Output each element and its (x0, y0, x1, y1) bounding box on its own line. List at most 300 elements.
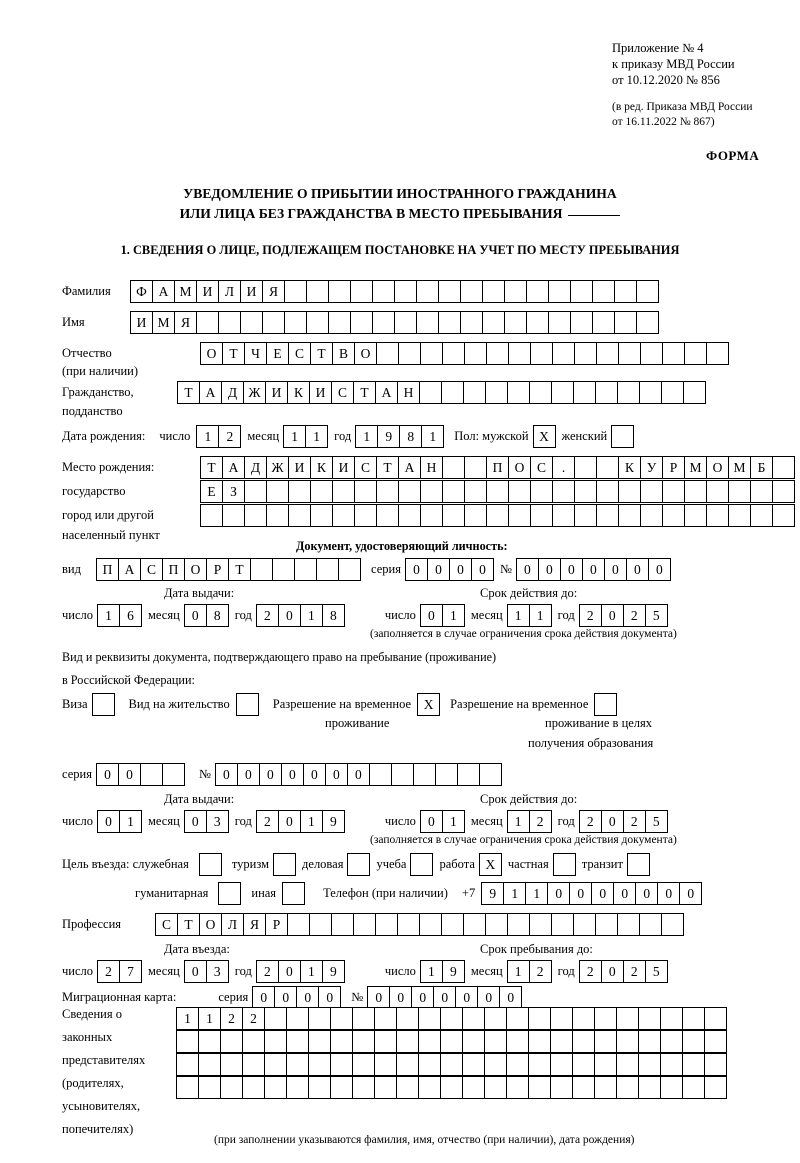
purpose-humanitarian-checkbox[interactable] (218, 882, 241, 905)
cell[interactable] (552, 480, 575, 503)
cell[interactable] (284, 280, 307, 303)
cell[interactable]: П (486, 456, 509, 479)
cell[interactable] (416, 280, 439, 303)
entry-month-input[interactable] (184, 960, 229, 983)
cell[interactable] (660, 1007, 683, 1030)
permit-number-input[interactable] (215, 763, 502, 786)
cell[interactable]: 0 (420, 604, 443, 627)
cell[interactable]: 9 (322, 960, 345, 983)
surname-input[interactable] (130, 280, 659, 303)
cell[interactable] (440, 1076, 463, 1099)
cell[interactable] (596, 342, 619, 365)
cell[interactable]: 1 (196, 425, 219, 448)
birthplace-input-2[interactable] (200, 480, 795, 503)
cell[interactable]: 0 (184, 960, 207, 983)
cell[interactable] (526, 280, 549, 303)
cell[interactable] (222, 504, 245, 527)
cell[interactable] (640, 504, 663, 527)
cell[interactable] (328, 311, 351, 334)
cell[interactable] (199, 853, 222, 876)
cell[interactable] (617, 913, 640, 936)
cell[interactable] (592, 311, 615, 334)
cell[interactable]: 1 (305, 425, 328, 448)
permit-valid-day-input[interactable] (420, 810, 465, 833)
cell[interactable]: С (288, 342, 311, 365)
cell[interactable]: 3 (206, 960, 229, 983)
sex-male-checkbox[interactable] (533, 425, 556, 448)
cell[interactable]: 5 (645, 810, 668, 833)
cell[interactable] (614, 311, 637, 334)
cell[interactable] (418, 1076, 441, 1099)
cell[interactable]: 7 (119, 960, 142, 983)
cell[interactable] (486, 480, 509, 503)
sex-female-checkbox[interactable] (611, 425, 634, 448)
cell[interactable]: 2 (218, 425, 241, 448)
cell[interactable]: 0 (411, 986, 434, 1009)
cell[interactable] (244, 480, 267, 503)
cell[interactable] (529, 913, 552, 936)
cell[interactable] (506, 1076, 529, 1099)
cell[interactable]: Л (218, 280, 241, 303)
cell[interactable] (570, 311, 593, 334)
purpose-work-checkbox[interactable] (479, 853, 502, 876)
cell[interactable] (594, 693, 617, 716)
cell[interactable] (636, 280, 659, 303)
cell[interactable] (288, 504, 311, 527)
cell[interactable] (288, 480, 311, 503)
cell[interactable] (332, 504, 355, 527)
cell[interactable]: 0 (601, 604, 624, 627)
cell[interactable]: К (618, 456, 641, 479)
cell[interactable] (638, 1007, 661, 1030)
cell[interactable] (462, 1030, 485, 1053)
cell[interactable]: 0 (215, 763, 238, 786)
id-document-series-input[interactable] (405, 558, 494, 581)
cell[interactable] (684, 504, 707, 527)
cell[interactable]: 2 (623, 604, 646, 627)
cell[interactable] (506, 1007, 529, 1030)
cell[interactable]: 0 (601, 810, 624, 833)
cell[interactable] (508, 504, 531, 527)
cell[interactable]: 1 (198, 1007, 221, 1030)
cell[interactable]: Д (221, 381, 244, 404)
cell[interactable] (706, 480, 729, 503)
cell[interactable] (552, 504, 575, 527)
cell[interactable]: О (354, 342, 377, 365)
cell[interactable] (352, 1053, 375, 1076)
cell[interactable]: 0 (367, 986, 390, 1009)
cell[interactable]: 8 (206, 604, 229, 627)
birth-day-input[interactable] (196, 425, 241, 448)
cell[interactable] (463, 381, 486, 404)
cell[interactable]: Т (310, 342, 333, 365)
cell[interactable]: Я (174, 311, 197, 334)
permit-issue-day-input[interactable] (97, 810, 142, 833)
cell[interactable] (484, 1053, 507, 1076)
cell[interactable] (410, 853, 433, 876)
cell[interactable]: 0 (626, 558, 649, 581)
cell[interactable]: 8 (322, 604, 345, 627)
purpose-private-checkbox[interactable] (553, 853, 576, 876)
cell[interactable] (464, 342, 487, 365)
residence-permit-checkbox[interactable] (236, 693, 259, 716)
cell[interactable] (574, 342, 597, 365)
cell[interactable] (198, 1076, 221, 1099)
cell[interactable] (284, 311, 307, 334)
purpose-service-checkbox[interactable] (199, 853, 222, 876)
cell[interactable]: 0 (318, 986, 341, 1009)
cell[interactable] (220, 1076, 243, 1099)
cell[interactable]: 2 (256, 810, 279, 833)
cell[interactable]: О (184, 558, 207, 581)
cell[interactable]: 1 (525, 882, 548, 905)
cell[interactable] (398, 480, 421, 503)
cell[interactable]: О (508, 456, 531, 479)
cell[interactable] (504, 311, 527, 334)
cell[interactable] (530, 342, 553, 365)
cell[interactable]: Т (222, 342, 245, 365)
valid-month-input[interactable] (507, 604, 552, 627)
cell[interactable]: 1 (503, 882, 526, 905)
cell[interactable]: А (118, 558, 141, 581)
cell[interactable] (398, 342, 421, 365)
cell[interactable]: 2 (579, 604, 602, 627)
cell[interactable] (772, 504, 795, 527)
cell[interactable] (683, 381, 706, 404)
cell[interactable] (352, 1030, 375, 1053)
visa-checkbox[interactable] (92, 693, 115, 716)
cell[interactable]: 0 (433, 986, 456, 1009)
cell[interactable]: 9 (481, 882, 504, 905)
cell[interactable]: 9 (377, 425, 400, 448)
cell[interactable] (374, 1030, 397, 1053)
cell[interactable]: 1 (507, 604, 530, 627)
cell[interactable] (706, 342, 729, 365)
cell[interactable] (750, 480, 773, 503)
cell[interactable]: Т (200, 456, 223, 479)
birth-year-input[interactable] (355, 425, 444, 448)
cell[interactable] (574, 456, 597, 479)
cell[interactable]: Т (177, 381, 200, 404)
cell[interactable]: С (331, 381, 354, 404)
cell[interactable]: 2 (579, 960, 602, 983)
cell[interactable] (418, 1053, 441, 1076)
cell[interactable] (441, 381, 464, 404)
cell[interactable]: 0 (569, 882, 592, 905)
cell[interactable] (396, 1007, 419, 1030)
cell[interactable]: 0 (389, 986, 412, 1009)
cell[interactable] (397, 913, 420, 936)
cell[interactable] (240, 311, 263, 334)
cell[interactable]: П (96, 558, 119, 581)
cell[interactable] (594, 1076, 617, 1099)
cell[interactable]: 2 (256, 604, 279, 627)
cell[interactable] (574, 480, 597, 503)
permit-valid-month-input[interactable] (507, 810, 552, 833)
cell[interactable] (264, 1030, 287, 1053)
cell[interactable] (594, 1053, 617, 1076)
cell[interactable] (420, 342, 443, 365)
cell[interactable] (484, 1076, 507, 1099)
temp-residence-checkbox[interactable] (417, 693, 440, 716)
cell[interactable] (572, 1007, 595, 1030)
cell[interactable] (572, 1076, 595, 1099)
cell[interactable]: 0 (184, 810, 207, 833)
cell[interactable] (704, 1030, 727, 1053)
cell[interactable] (218, 882, 241, 905)
edu-residence-checkbox[interactable] (594, 693, 617, 716)
cell[interactable] (442, 456, 465, 479)
cell[interactable]: 2 (256, 960, 279, 983)
cell[interactable] (435, 763, 458, 786)
cell[interactable] (266, 480, 289, 503)
cell[interactable] (352, 1007, 375, 1030)
cell[interactable] (176, 1053, 199, 1076)
cell[interactable] (332, 480, 355, 503)
cell[interactable] (596, 480, 619, 503)
cell[interactable]: Л (221, 913, 244, 936)
permit-issue-year-input[interactable] (256, 810, 345, 833)
migration-number-input[interactable] (367, 986, 522, 1009)
cell[interactable] (376, 480, 399, 503)
cell[interactable] (457, 763, 480, 786)
cell[interactable]: 0 (427, 558, 450, 581)
cell[interactable] (264, 1053, 287, 1076)
cell[interactable]: 0 (657, 882, 680, 905)
birthplace-input-1[interactable] (200, 456, 795, 479)
cell[interactable] (485, 913, 508, 936)
cell[interactable] (200, 504, 223, 527)
cell[interactable] (282, 882, 305, 905)
cell[interactable] (310, 504, 333, 527)
cell[interactable] (506, 1053, 529, 1076)
issue-year-input[interactable] (256, 604, 345, 627)
cell[interactable] (528, 1053, 551, 1076)
cell[interactable]: И (309, 381, 332, 404)
cell[interactable]: 0 (96, 763, 119, 786)
cell[interactable]: У (640, 456, 663, 479)
cell[interactable] (196, 311, 219, 334)
cell[interactable] (398, 504, 421, 527)
cell[interactable]: 0 (604, 558, 627, 581)
cell[interactable]: 9 (322, 810, 345, 833)
cell[interactable] (374, 1007, 397, 1030)
cell[interactable] (272, 558, 295, 581)
cell[interactable]: 2 (242, 1007, 265, 1030)
issue-day-input[interactable] (97, 604, 142, 627)
cell[interactable] (440, 1007, 463, 1030)
cell[interactable] (308, 1007, 331, 1030)
cell[interactable] (330, 1076, 353, 1099)
cell[interactable] (354, 504, 377, 527)
cell[interactable] (594, 1007, 617, 1030)
cell[interactable] (460, 280, 483, 303)
cell[interactable]: И (240, 280, 263, 303)
cell[interactable] (330, 1007, 353, 1030)
cell[interactable]: X (417, 693, 440, 716)
cell[interactable]: И (196, 280, 219, 303)
cell[interactable] (618, 480, 641, 503)
name-input[interactable] (130, 311, 659, 334)
cell[interactable]: 1 (300, 960, 323, 983)
cell[interactable] (198, 1030, 221, 1053)
cell[interactable]: М (152, 311, 175, 334)
cell[interactable] (462, 1076, 485, 1099)
cell[interactable]: 0 (601, 960, 624, 983)
cell[interactable]: 0 (278, 960, 301, 983)
cell[interactable]: В (332, 342, 355, 365)
cell[interactable]: 0 (538, 558, 561, 581)
cell[interactable] (573, 381, 596, 404)
cell[interactable]: Д (244, 456, 267, 479)
cell[interactable] (706, 504, 729, 527)
valid-day-input[interactable] (420, 604, 465, 627)
cell[interactable]: 1 (283, 425, 306, 448)
cell[interactable]: З (222, 480, 245, 503)
cell[interactable]: Р (265, 913, 288, 936)
cell[interactable]: 0 (184, 604, 207, 627)
cell[interactable] (419, 381, 442, 404)
cell[interactable]: 0 (252, 986, 275, 1009)
cell[interactable]: А (199, 381, 222, 404)
cell[interactable]: М (174, 280, 197, 303)
cell[interactable] (704, 1076, 727, 1099)
cell[interactable]: 1 (507, 810, 530, 833)
cell[interactable]: Ф (130, 280, 153, 303)
cell[interactable]: Я (243, 913, 266, 936)
birth-month-input[interactable] (283, 425, 328, 448)
cell[interactable]: 6 (119, 604, 142, 627)
cell[interactable] (485, 381, 508, 404)
cell[interactable]: 0 (560, 558, 583, 581)
cell[interactable] (640, 480, 663, 503)
cell[interactable] (548, 280, 571, 303)
cell[interactable]: О (199, 913, 222, 936)
cell[interactable]: 0 (499, 986, 522, 1009)
cell[interactable] (550, 1076, 573, 1099)
permit-valid-year-input[interactable] (579, 810, 668, 833)
cell[interactable] (264, 1007, 287, 1030)
cell[interactable] (394, 311, 417, 334)
cell[interactable]: 0 (420, 810, 443, 833)
cell[interactable] (374, 1076, 397, 1099)
cell[interactable] (330, 1030, 353, 1053)
cell[interactable] (464, 504, 487, 527)
cell[interactable] (353, 913, 376, 936)
cell[interactable]: 0 (325, 763, 348, 786)
cell[interactable] (308, 1053, 331, 1076)
cell[interactable] (661, 381, 684, 404)
cell[interactable] (627, 853, 650, 876)
cell[interactable] (479, 763, 502, 786)
cell[interactable] (640, 342, 663, 365)
cell[interactable] (416, 311, 439, 334)
cell[interactable]: Т (177, 913, 200, 936)
cell[interactable]: О (706, 456, 729, 479)
permit-issue-month-input[interactable] (184, 810, 229, 833)
migration-series-input[interactable] (252, 986, 341, 1009)
cell[interactable] (394, 280, 417, 303)
cell[interactable]: Р (662, 456, 685, 479)
cell[interactable] (369, 763, 392, 786)
cell[interactable] (262, 311, 285, 334)
cell[interactable] (220, 1053, 243, 1076)
cell[interactable] (530, 504, 553, 527)
cell[interactable] (396, 1053, 419, 1076)
cell[interactable] (306, 311, 329, 334)
cell[interactable] (396, 1076, 419, 1099)
cell[interactable]: 0 (591, 882, 614, 905)
cell[interactable]: 2 (623, 810, 646, 833)
cell[interactable]: Ж (266, 456, 289, 479)
cell[interactable]: 0 (281, 763, 304, 786)
entry-year-input[interactable] (256, 960, 345, 983)
issue-month-input[interactable] (184, 604, 229, 627)
cell[interactable] (616, 1030, 639, 1053)
cell[interactable]: 1 (355, 425, 378, 448)
cell[interactable] (220, 1030, 243, 1053)
cell[interactable] (636, 311, 659, 334)
cell[interactable]: К (287, 381, 310, 404)
cell[interactable] (548, 311, 571, 334)
cell[interactable] (354, 480, 377, 503)
id-document-number-input[interactable] (516, 558, 671, 581)
cell[interactable]: Р (206, 558, 229, 581)
cell[interactable]: 0 (405, 558, 428, 581)
cell[interactable]: 0 (547, 882, 570, 905)
cell[interactable]: Н (420, 456, 443, 479)
cell[interactable]: 1 (529, 604, 552, 627)
cell[interactable] (242, 1076, 265, 1099)
cell[interactable]: 1 (420, 960, 443, 983)
cell[interactable] (639, 381, 662, 404)
cell[interactable] (418, 1007, 441, 1030)
purpose-tourism-checkbox[interactable] (273, 853, 296, 876)
cell[interactable]: 1 (507, 960, 530, 983)
cell[interactable] (462, 1007, 485, 1030)
cell[interactable]: X (533, 425, 556, 448)
cell[interactable]: 0 (303, 763, 326, 786)
cell[interactable] (484, 1030, 507, 1053)
cell[interactable] (550, 1007, 573, 1030)
cell[interactable]: М (684, 456, 707, 479)
legal-rep-input-4[interactable] (176, 1076, 727, 1099)
cell[interactable]: 9 (442, 960, 465, 983)
purpose-transit-checkbox[interactable] (627, 853, 650, 876)
cell[interactable]: Ч (244, 342, 267, 365)
cell[interactable] (176, 1076, 199, 1099)
cell[interactable]: 0 (296, 986, 319, 1009)
cell[interactable] (661, 913, 684, 936)
cell[interactable]: 0 (278, 604, 301, 627)
entry-day-input[interactable] (97, 960, 142, 983)
cell[interactable] (660, 1053, 683, 1076)
cell[interactable] (508, 342, 531, 365)
cell[interactable]: 1 (300, 604, 323, 627)
cell[interactable] (551, 913, 574, 936)
cell[interactable]: 1 (421, 425, 444, 448)
cell[interactable]: И (265, 381, 288, 404)
cell[interactable] (438, 280, 461, 303)
cell[interactable] (286, 1030, 309, 1053)
cell[interactable] (704, 1053, 727, 1076)
cell[interactable] (482, 311, 505, 334)
cell[interactable]: Б (750, 456, 773, 479)
permit-series-input[interactable] (96, 763, 185, 786)
cell[interactable]: 2 (529, 960, 552, 983)
cell[interactable]: 0 (237, 763, 260, 786)
cell[interactable]: 0 (679, 882, 702, 905)
